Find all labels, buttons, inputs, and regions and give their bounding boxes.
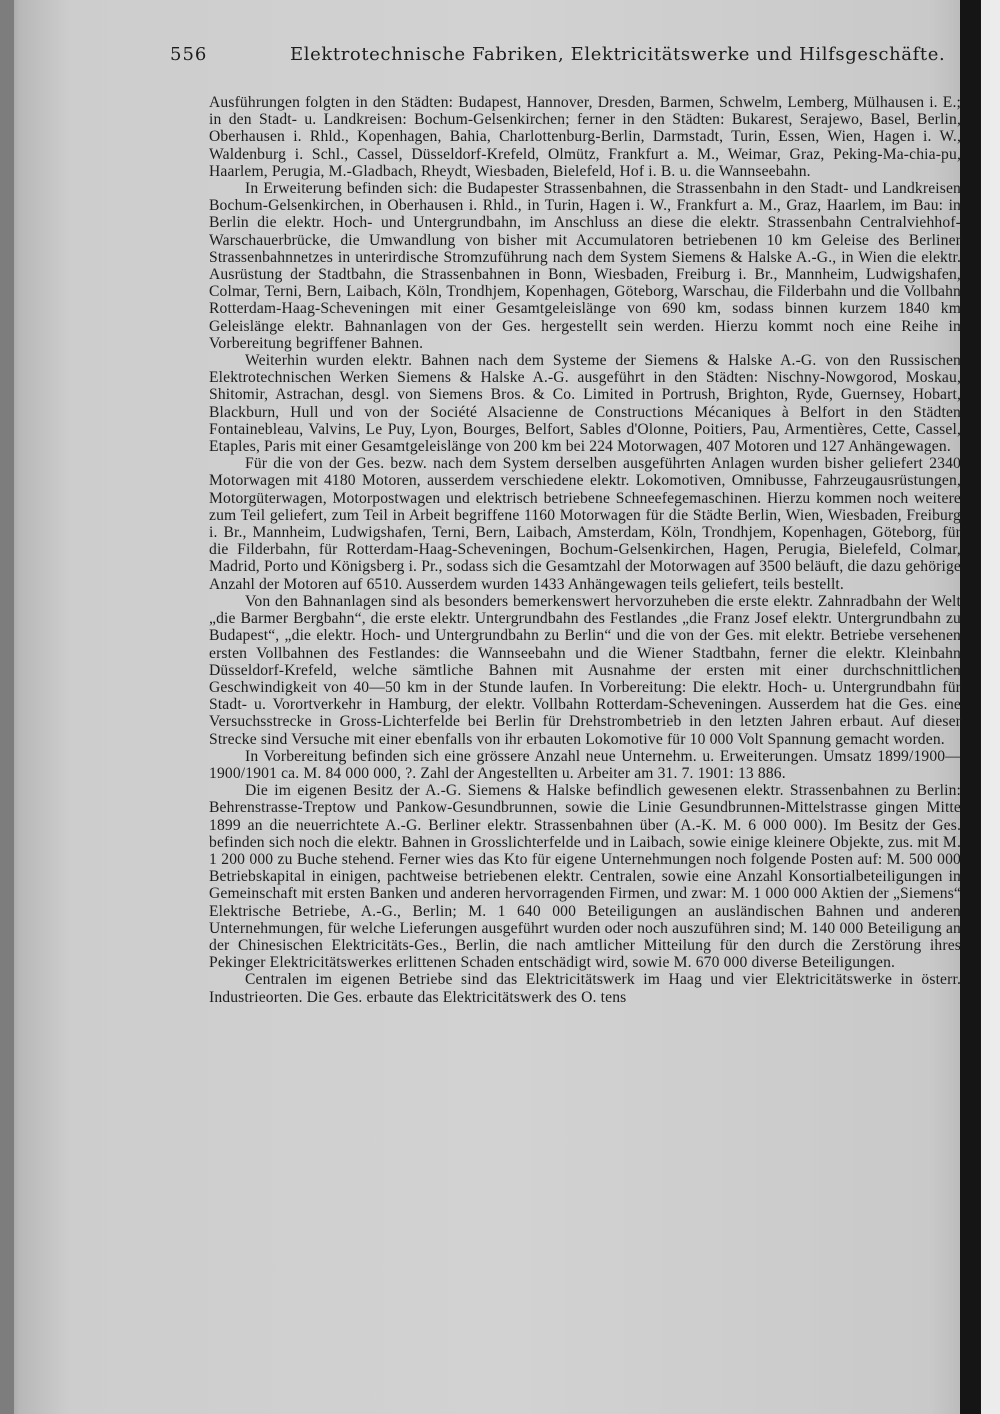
body-text xyxy=(209,94,961,1006)
paragraph: In Erweiterung befinden sich: die Budapester Strassenbahnen, die Strassenbahn in den Stadt- und Landkreisen Bochum-Gelsenkirchen, in Oberhausen i. Rhld., in Turin, Hagen i. W., Frankfurt a. M., Graz, Haarlem, im Bau: in Berlin die elektr. Hoch- und Untergrundbahn, im Anschluss an diese die elektr. Strassenbahn Centralviehhof-Warschauerbrücke, die Umwandlung von bisher mit Accumulatoren betriebenen 10 km Geleise des Berliner Strassenbahnnetzes in unterirdische Stromzuführung nach dem System Siemens & Halske A.-G., in Wien die elektr. Ausrüstung der Stadtbahn, die Strassenbahnen in Bonn, Wiesbaden, Freiburg i. Br., Mannheim, Ludwigshafen, Colmar, Terni, Bern, Laibach, Köln, Trondhjem, Kopenhagen, Göteborg, Warschau, die Filderbahn und die Vollbahn Rotterdam-Haag-Scheveningen mit einer Gesamtgeleislänge von 690 km, sodass binnen kurzem 1840 km Geleislänge elektr. Bahnanlagen von der Ges. hergestellt sein werden. Hierzu kommt noch eine Reihe in Vorbereitung begriffener Bahnen. xyxy=(209,180,961,352)
binding-shadow xyxy=(0,0,14,1414)
paragraph: Ausführungen folgten in den Städten: Budapest, Hannover, Dresden, Barmen, Schwelm, Lemberg, Mülhausen i. E.; in den Stadt- u. Landkreisen: Bochum-Gelsenkirchen; ferner in den Städten: Bukarest, Serajewo, Basel, Berlin, Oberhausen i. Rhld., Kopenhagen, Bahia, Charlottenburg-Berlin, Darmstadt, Turin, Essen, Wien, Hagen i. W., Waldenburg i. Schl., Cassel, Düsseldorf-Krefeld, Olmütz, Frankfurt a. M., Weimar, Graz, Peking-Ma-chia-pu, Haarlem, Perugia, M.-Gladbach, Rheydt, Wiesbaden, Bielefeld, Hof i. B. u. die Wannseebahn. xyxy=(209,94,961,180)
paragraph: Weiterhin wurden elektr. Bahnen nach dem Systeme der Siemens & Halske A.-G. von den Russischen Elektrotechnischen Werken Siemens & Halske A.-G. ausgeführt in den Städten: Nischny-Nowgorod, Moskau, Shitomir, Astrachan, desgl. von Siemens Bros. & Co. Limited in Portrush, Brighton, Ryde, Guernsey, Hobart, Blackburn, Hull und von der Société Alsacienne de Constructions Mécaniques à Belfort in den Städten Fontainebleau, Valvins, Le Puy, Lyon, Bourges, Belfort, Sables d'Olonne, Poitiers, Pau, Armentières, Cette, Cassel, Etaples, Paris mit einer Gesamtgeleislänge von 200 km bei 224 Motorwagen, 407 Motoren und 127 Anhängewagen. xyxy=(209,352,961,456)
paragraph: Centralen im eigenen Betriebe sind das Elektricitätswerk im Haag und vier Elektricitätswerke in österr. Industrieorten. Die Ges. erbaute das Elektricitätswerk des O. tens xyxy=(209,971,961,1006)
paragraph: In Vorbereitung befinden sich eine grössere Anzahl neue Unternehm. u. Erweiterungen. Umsatz 1899/1900—1900/1901 ca. M. 84 000 000, ?. Zahl der Angestellten u. Arbeiter am 31. 7. 1901: 13 886. xyxy=(209,747,961,782)
page-number: 556 xyxy=(170,44,208,65)
running-head: Elektrotechnische Fabriken, Elektricitätswerke und Hilfsgeschäfte. xyxy=(290,44,946,65)
paragraph: Die im eigenen Besitz der A.-G. Siemens & Halske befindlich gewesenen elektr. Strassenbahnen zu Berlin: Behrenstrasse-Treptow und Pankow-Gesundbrunnen, sowie die Linie Gesundbrunnen-Mittelstrasse gingen Mitte 1899 an die neuerrichtete A.-G. Berliner elektr. Strassenbahnen über (A.-K. M. 6 000 000). Im Besitz der Ges. befinden sich noch die elektr. Bahnen in Grosslichterfelde und in Laibach, sowie einige kleinere Objekte, zus. mit M. 1 200 000 zu Buche stehend. Ferner wies das Kto für eigene Unternehmungen noch folgende Posten auf: M. 500 000 Betriebskapital in einigen, pachtweise betriebenen elektr. Centralen, sowie eine Anzahl Konsortialbeteiligungen in Gemeinschaft mit ersten Banken und anderen hervorragenden Firmen, und zwar: M. 1 000 000 Aktien der „Siemens“ Elektrische Betriebe, A.-G., Berlin; M. 1 640 000 Beteiligungen an ausländischen Bahnen und anderen Unternehmungen, für welche Lieferungen ausgeführt wurden oder noch auszuführen sind; M. 140 000 Beteiligung an der Chinesischen Elektricitäts-Ges., Berlin, die nach amtlicher Mitteilung für den durch die Zerstörung ihres Pekinger Elektricitätswerkes erlittenen Schaden entschädigt wird, sowie M. 670 000 diverse Beteiligungen. xyxy=(209,782,961,972)
scan-edge-margin xyxy=(981,0,1000,1414)
paragraph: Von den Bahnanlagen sind als besonders bemerkenswert hervorzuheben die erste elektr. Zahnradbahn der Welt „die Barmer Bergbahn“, die erste elektr. Untergrundbahn des Festlandes „die Franz Josef elektr. Untergrundbahn zu Budapest“, „die elektr. Hoch- und Untergrundbahn zu Berlin“ und die von der Ges. mit elektr. Betriebe versehenen ersten Vollbahnen des Festlandes: die Wannseebahn und die Wiener Stadtbahn, ferner die elektr. Kleinbahn Düsseldorf-Krefeld, welche sämtliche Bahnen mit Ausnahme der ersten mit einer durchschnittlichen Geschwindigkeit von 40—50 km in der Stunde laufen. In Vorbereitung: Die elektr. Hoch- u. Untergrundbahn für Stadt- u. Vorortverkehr in Hamburg, der elektr. Vollbahn Rotterdam-Scheveningen. Ausserdem hat die Ges. eine Versuchsstrecke in Gross-Lichterfelde bei Berlin für Drehstrombetrieb in den letzten Jahren erbaut. Auf dieser Strecke sind Versuche mit einer ebenfalls von ihr erbauten Lokomotive für 10 000 Volt Spannung gemacht worden. xyxy=(209,592,961,748)
paragraph: Für die von der Ges. bezw. nach dem System derselben ausgeführten Anlagen wurden bisher geliefert 2340 Motorwagen mit 4180 Motoren, ausserdem verschiedene elektr. Lokomotiven, Omnibusse, Fahrzeugausrüstungen, Motorgüterwagen, Motorpostwagen und elektrisch betriebene Schneefegemaschinen. Hierzu kommen noch weitere zum Teil geliefert, zum Teil in Arbeit begriffene 1160 Motorwagen für die Städte Berlin, Wien, Wiesbaden, Freiburg i. Br., Mannheim, Ludwigshafen, Terni, Bern, Laibach, Amsterdam, Köln, Trondhjem, Kopenhagen, Göteborg, für die Filderbahn, für Rotterdam-Haag-Scheveningen, Bochum-Gelsenkirchen, Hagen, Perugia, Bielefeld, Colmar, Madrid, Porto und Königsberg i. Pr., sodass sich die Gesamtzahl der Motorwagen auf 3500 beläuft, die dazu gehörige Anzahl der Motoren auf 6510. Ausserdem wurden 1433 Anhängewagen teils geliefert, teils bestellt. xyxy=(209,455,961,593)
